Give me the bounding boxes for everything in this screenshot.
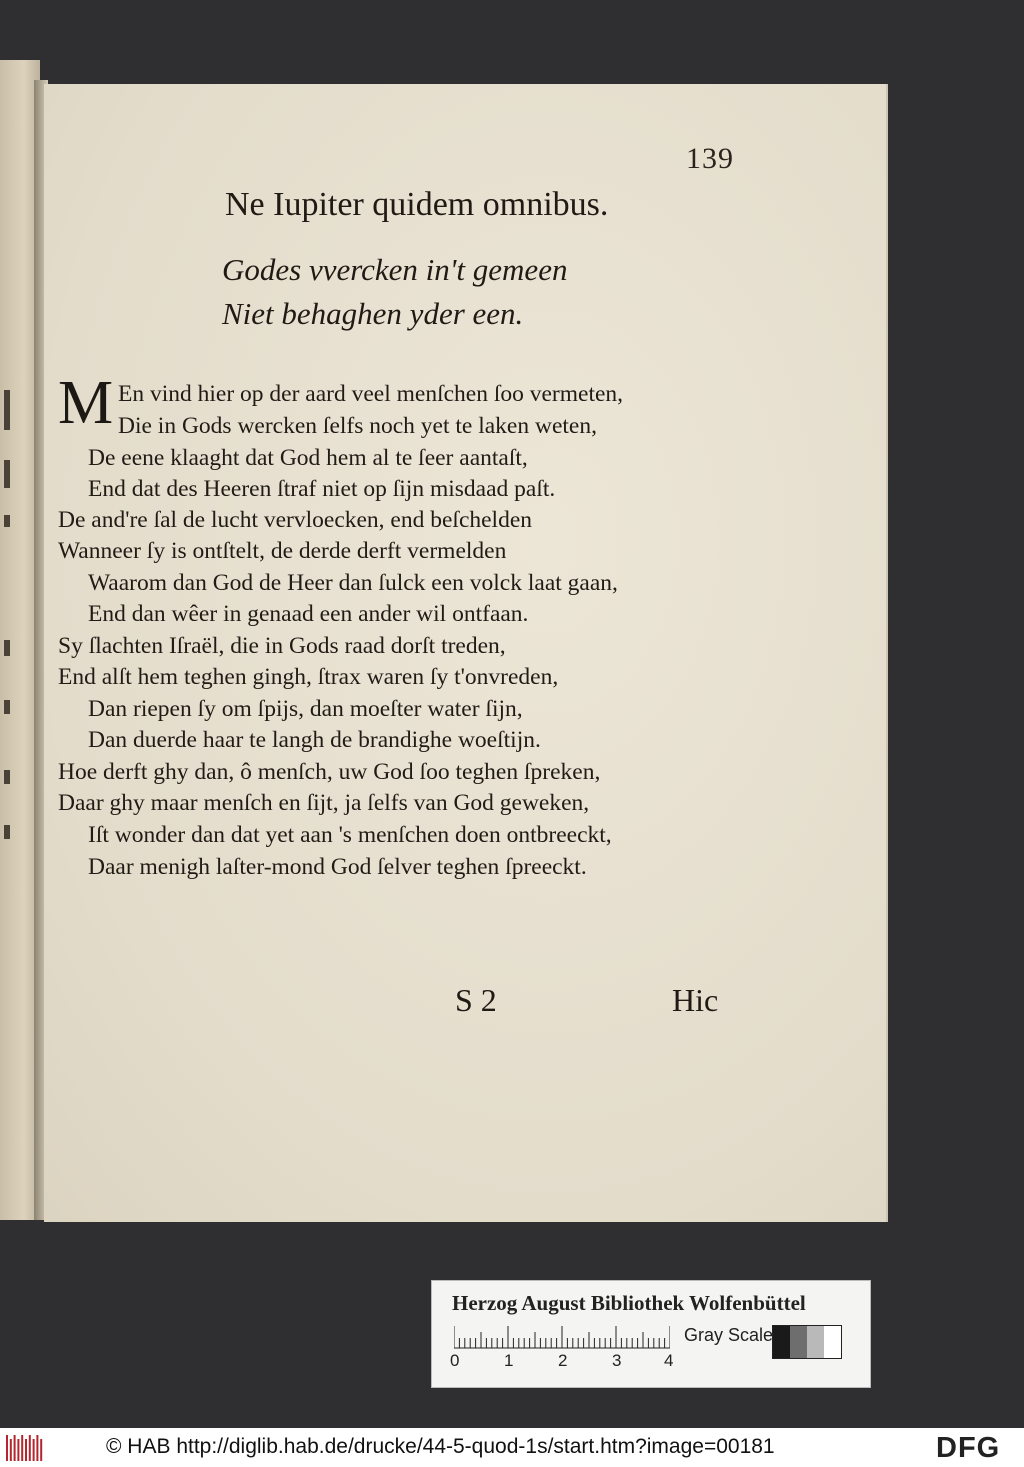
verse-line: End dan wêer in genaad een ander wil ontfaan. [88,601,529,627]
verse-line: Die in Gods wercken ſelfs noch yet te laken weten, [118,413,597,439]
catchword: Hic [672,982,719,1018]
gray-swatch [824,1326,841,1358]
verse-line: Hoe derft ghy dan, ô menſch, uw God ſoo teghen ſpreken, [58,759,601,785]
ruler-scale [454,1325,670,1349]
ruler-number: 2 [558,1351,568,1370]
verse-line: Iſt wonder dan dat yet aan 's menſchen doen ontbreeckt, [88,822,612,848]
verse-line: Dan duerde haar te langh de brandighe woeſtijn. [88,727,541,753]
gray-swatch [790,1326,807,1358]
motto-line: Godes vvercken in't gemeen [222,252,568,287]
motto-line: Niet behaghen yder een. [222,296,524,331]
gray-swatch [807,1326,824,1358]
viewer-footer [0,1428,1024,1467]
ruler-numbers [450,1351,690,1371]
verse-line: Waarom dan God de Heer dan ſulck een volck laat gaan, [88,570,618,596]
gray-scale-swatches [772,1325,842,1359]
drop-cap: M [58,369,114,437]
ruler-number: 1 [504,1351,514,1370]
verse-line: Dan riepen ſy om ſpijs, dan moeſter water ſijn, [88,696,523,722]
verse-line: Sy ſlachten Iſraël, die in Gods raad dorſt treden, [58,633,506,659]
gray-scale-label: Gray Scale [684,1325,774,1345]
gray-swatch [773,1326,790,1358]
source-url[interactable]: © HAB http://diglib.hab.de/drucke/44-5-quod-1s/start.htm?image=00181 [106,1435,775,1458]
verse-line: En vind hier op der aard veel menſchen ſoo vermeten, [118,381,624,407]
verse-line: De and're ſal de lucht vervloecken, end beſchelden [58,507,533,533]
ruler-number: 4 [664,1351,674,1370]
verse-line: Daar ghy maar menſch en ſijt, ja ſelfs van God geweken, [58,790,590,816]
ruler-number: 3 [612,1351,622,1370]
dfg-logo: DFG [936,1432,1001,1464]
verse-line: Daar menigh laſter-mond God ſelver teghen ſpreeckt. [88,854,587,880]
signature-mark: S 2 [455,982,497,1018]
verse-line: Wanneer ſy is ontſtelt, de derde derft vermelden [58,538,507,564]
verse-line: De eene klaaght dat God hem al te ſeer aantaſt, [88,445,528,471]
verse-line: End alſt hem teghen gingh, ſtrax waren ſy t'onvreden, [58,664,559,690]
hab-barcode-logo-icon [6,1435,44,1461]
color-calibration-card [431,1280,871,1388]
page-number: 139 [686,142,734,175]
verse-line: End dat des Heeren ſtraf niet op ſijn misdaad paſt. [88,476,556,502]
page-title: Ne Iupiter quidem omnibus. [225,186,609,223]
ruler-number: 0 [450,1351,460,1370]
library-name: Herzog August Bibliothek Wolfenbüttel [452,1291,806,1315]
